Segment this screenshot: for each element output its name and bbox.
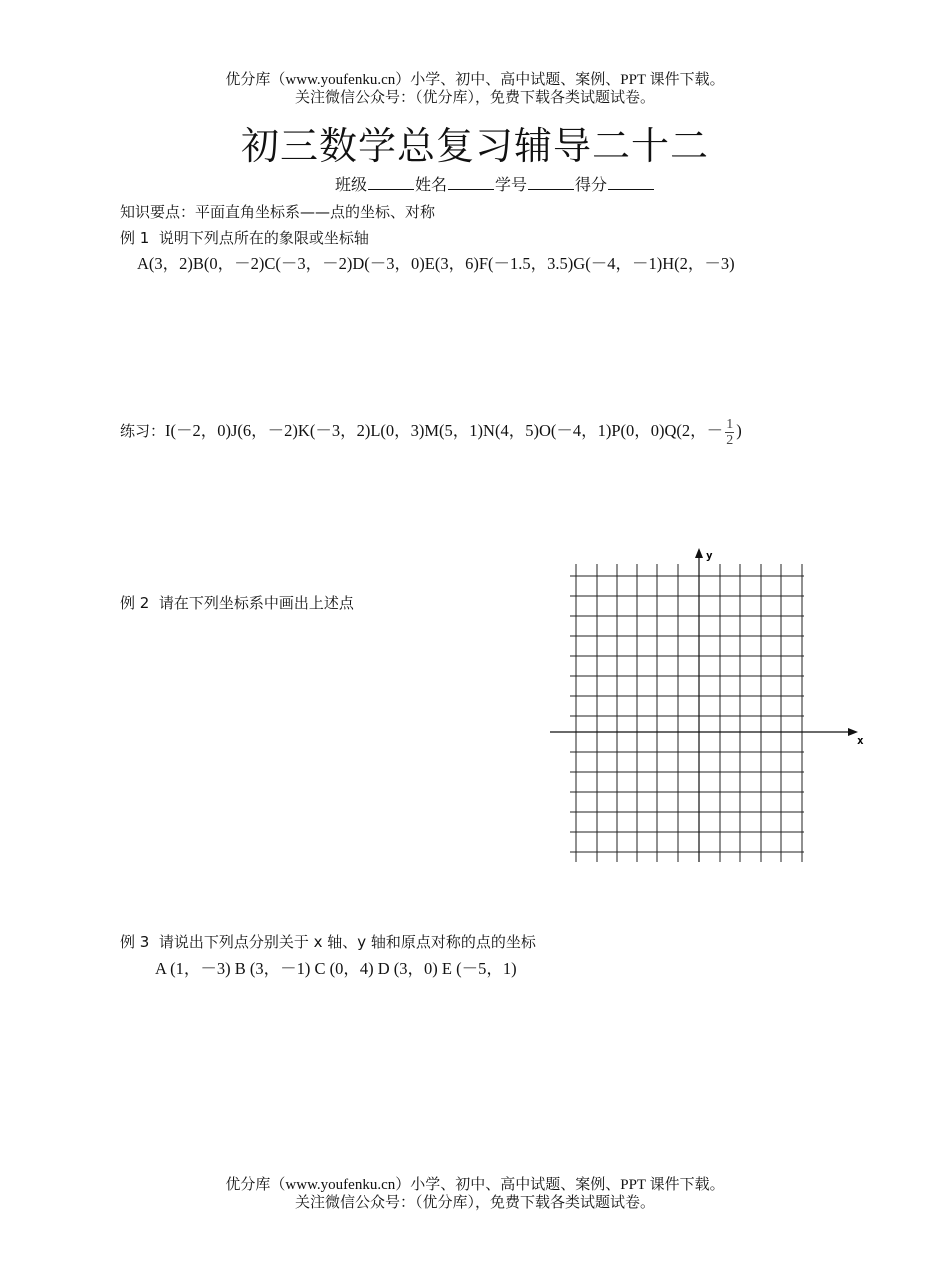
coordinate-grid: [540, 540, 880, 870]
fraction-numerator: 1: [726, 416, 734, 432]
practice-line: [120, 414, 742, 448]
example-3-points: A (1，－3) B (3，－1) C (0，4) D (3，0) E (－5，1): [155, 959, 517, 978]
footer-line-1: 优分库（www.youfenku.cn）小学、初中、高中试题、案例、PPT 课件下载。: [225, 1177, 725, 1193]
example-2-heading: [120, 593, 354, 613]
example-1-points: A(3，2)B(0，－2)C(－3，－2)D(－3，0)E(3，6)F(－1.5，3.5)G(－4，－1)H(2，－3): [137, 254, 735, 273]
page-title: 初三数学总复习辅导二十二: [240, 124, 709, 168]
example-1-text: 说明下列点所在的象限或坐标轴: [158, 229, 369, 247]
name-blank: [448, 175, 494, 190]
grid-lines: [570, 564, 804, 862]
header-line-2: 关注微信公众号：（优分库），免费下载各类试题试卷。: [294, 90, 655, 106]
class-blank: [368, 175, 414, 190]
student-info: [335, 175, 655, 196]
name-label: 姓名: [415, 177, 448, 194]
y-axis-label: y: [706, 549, 713, 562]
example-2-label: 例 2: [120, 594, 150, 612]
example-3-text: 请说出下列点分别关于 x 轴、y 轴和原点对称的点的坐标: [158, 933, 536, 951]
number-label: 学号: [495, 177, 528, 194]
knowledge-points: 知识要点：平面直角坐标系——点的坐标、对称: [120, 203, 436, 221]
score-label: 得分: [575, 177, 608, 194]
example-3-heading: [120, 932, 536, 952]
fraction-denominator: 2: [726, 432, 734, 448]
footer-line-2: 关注微信公众号：（优分库），免费下载各类试题试卷。: [294, 1195, 655, 1211]
example-3-label: 例 3: [120, 933, 150, 951]
class-label: 班级: [335, 177, 368, 194]
example-1-label: 例 1: [120, 229, 150, 247]
practice-close: ): [736, 421, 742, 440]
x-axis-label: x: [857, 734, 864, 747]
number-blank: [528, 175, 574, 190]
practice-points: I(－2，0)J(6，－2)K(－3，2)L(0，3)M(5，1)N(4，5)O(－4，1)P(0，0)Q(2，－: [165, 421, 724, 440]
example-1-heading: [120, 228, 369, 248]
score-blank: [608, 175, 654, 190]
example-2-text: 请在下列坐标系中画出上述点: [158, 594, 354, 612]
y-axis-arrow: [695, 548, 703, 558]
practice-label: 练习：: [120, 422, 166, 440]
header-line-1: 优分库（www.youfenku.cn）小学、初中、高中试题、案例、PPT 课件下载。: [225, 72, 725, 88]
fraction-one-half: [725, 417, 734, 448]
